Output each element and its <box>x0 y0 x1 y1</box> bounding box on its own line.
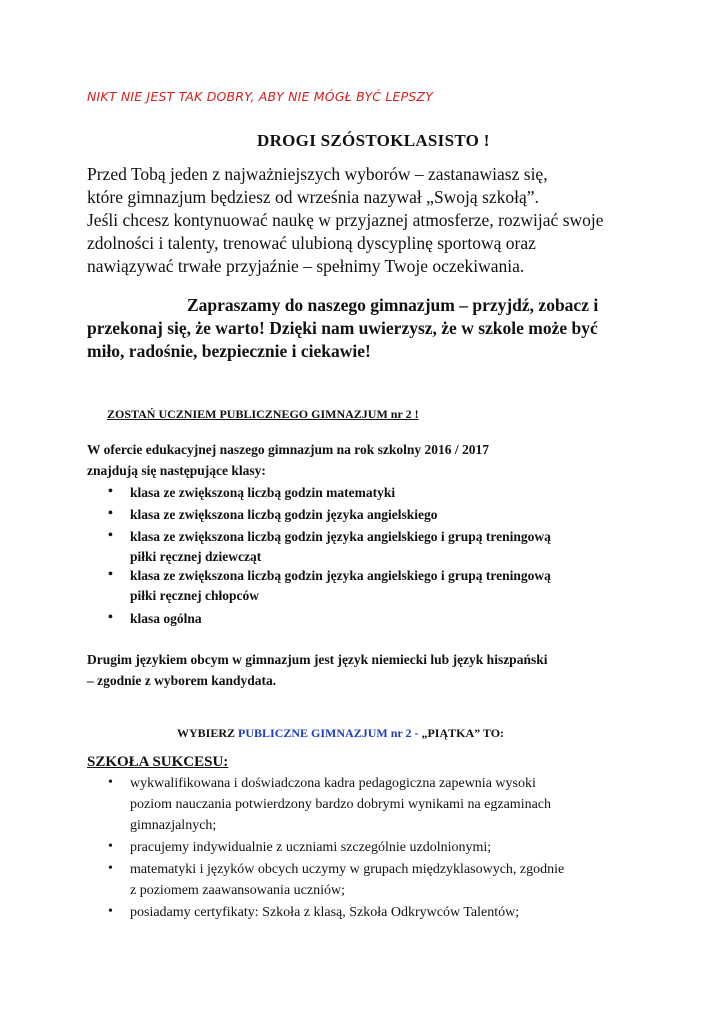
class-item: klasa ze zwiększona liczbą godzin języka angielskiego i grupą treningową <box>130 568 551 583</box>
bullet-icon: • <box>108 528 113 543</box>
motto: NIKT NIE JEST TAK DOBRY, ABY NIE MÓGŁ BYĆ LEPSZY <box>87 89 434 104</box>
page-title: DROGI SZÓSTOKLASISTO ! <box>257 131 490 150</box>
class-item: klasa ze zwiększoną liczbą godzin matematyki <box>130 485 396 500</box>
bullet-icon: • <box>108 484 113 499</box>
choose-suffix: „PIĄTKA” TO: <box>418 726 505 740</box>
class-item: klasa ze zwiększona liczbą godzin języka angielskiego <box>130 507 438 522</box>
class-item-continued: piłki ręcznej chłopców <box>130 588 259 603</box>
intro-line: które gimnazjum będziesz od września nazywał „Swoją szkołą”. <box>87 187 539 207</box>
class-item-continued: piłki ręcznej dziewcząt <box>130 549 262 564</box>
intro-line: Jeśli chcesz kontynuować naukę w przyjaznej atmosferze, rozwijać swoje <box>87 210 604 230</box>
success-item: posiadamy certyfikaty: Szkoła z klasą, Szkoła Odkrywców Talentów; <box>130 905 520 920</box>
offer-line: znajdują się następujące klasy: <box>87 463 266 478</box>
bullet-icon: • <box>108 861 113 876</box>
intro-line: nawiązywać trwałe przyjaźnie – spełnimy Twoje oczekiwania. <box>87 256 525 276</box>
bullet-icon: • <box>108 506 113 521</box>
choose-prefix: WYBIERZ <box>177 726 239 740</box>
success-item: matematyki i języków obcych uczymy w grupach międzyklasowych, zgodnie <box>130 862 565 877</box>
class-item: klasa ogólna <box>130 611 202 626</box>
invite-line: miło, radośnie, bezpiecznie i ciekawie! <box>87 341 371 361</box>
section-heading-join: ZOSTAŃ UCZNIEM PUBLICZNEGO GIMNAZJUM nr 2 ! <box>107 407 419 421</box>
bullet-icon: • <box>108 567 113 582</box>
invite-line: przekonaj się, że warto! Dzięki nam uwierzysz, że w szkole może być <box>87 318 598 338</box>
invite-line: Zapraszamy do naszego gimnazjum – przyjdź, zobacz i <box>187 295 599 315</box>
bullet-icon: • <box>108 775 113 790</box>
class-item: klasa ze zwiększona liczbą godzin języka angielskiego i grupą treningową <box>130 529 551 544</box>
intro-line: Przed Tobą jeden z najważniejszych wyborów – zastanawiasz się, <box>87 164 548 184</box>
choose-school-line <box>177 726 504 741</box>
offer-line: W ofercie edukacyjnej naszego gimnazjum na rok szkolny 2016 / 2017 <box>87 442 489 457</box>
bullet-icon: • <box>108 839 113 854</box>
bullet-icon: • <box>108 904 113 919</box>
success-item: pracujemy indywidualnie z uczniami szczególnie uzdolnionymi; <box>130 840 492 855</box>
success-item-continued: poziom nauczania potwierdzony bardzo dobrymi wynikami na egzaminach <box>130 797 552 812</box>
success-item-continued: gimnazjalnych; <box>130 818 217 833</box>
language-line: – zgodnie z wyborem kandydata. <box>87 673 277 688</box>
bullet-icon: • <box>108 610 113 625</box>
language-line: Drugim językiem obcym w gimnazjum jest język niemiecki lub język hiszpański <box>87 652 548 667</box>
school-name: PUBLICZNE GIMNAZJUM nr 2 - <box>238 726 419 740</box>
intro-line: zdolności i talenty, trenować ulubioną dyscyplinę sportową oraz <box>87 233 536 253</box>
success-item: wykwalifikowana i doświadczona kadra pedagogiczna zapewnia wysoki <box>130 776 536 791</box>
section-heading-success: SZKOŁA SUKCESU: <box>87 754 229 770</box>
success-item-continued: z poziomem zaawansowania uczniów; <box>130 883 345 898</box>
